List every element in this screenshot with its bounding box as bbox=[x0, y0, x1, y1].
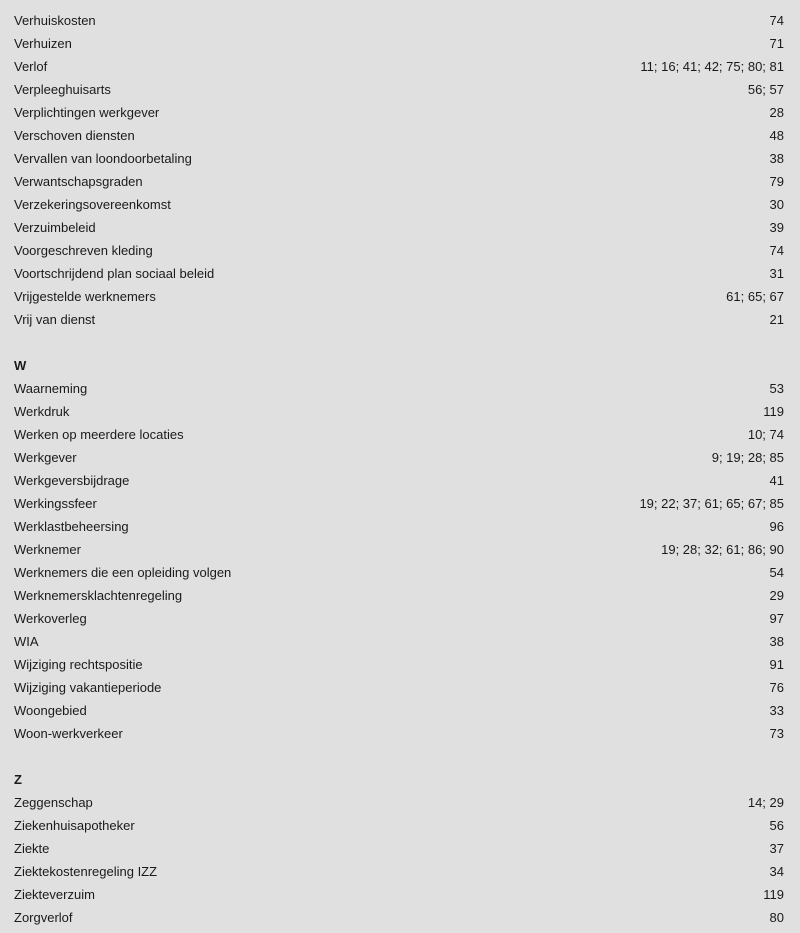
index-term: Zeggenschap bbox=[14, 795, 93, 810]
index-entry bbox=[14, 55, 784, 78]
index-page-numbers: 19; 22; 37; 61; 65; 67; 85 bbox=[639, 496, 784, 511]
index-page-numbers: 39 bbox=[769, 220, 784, 235]
index-page-numbers: 19; 28; 32; 61; 86; 90 bbox=[661, 542, 784, 557]
index-term: Werklastbeheersing bbox=[14, 519, 129, 534]
index-entry bbox=[14, 377, 784, 400]
index-term: Vrij van dienst bbox=[14, 312, 96, 327]
index-entry bbox=[14, 101, 784, 124]
index-entry bbox=[14, 906, 784, 929]
index-entry bbox=[14, 630, 784, 653]
index-page-numbers: 119 bbox=[763, 887, 784, 902]
index-entry bbox=[14, 239, 784, 262]
index-term: WIA bbox=[14, 634, 39, 649]
index-entry bbox=[14, 653, 784, 676]
index-term: Verlof bbox=[14, 59, 48, 74]
index-entry bbox=[14, 170, 784, 193]
index-entry bbox=[14, 469, 784, 492]
index-page-numbers: 119 bbox=[763, 404, 784, 419]
index-term: Woongebied bbox=[14, 703, 87, 718]
index-entry bbox=[14, 538, 784, 561]
index-entry bbox=[14, 814, 784, 837]
index-term: Ziektekostenregeling IZZ bbox=[14, 864, 158, 879]
index-term: Werknemersklachtenregeling bbox=[14, 588, 183, 603]
index-page-numbers: 80 bbox=[769, 910, 784, 925]
index-term: Ziekte bbox=[14, 841, 50, 856]
index-page-numbers: 14; 29 bbox=[747, 795, 784, 810]
index-entry bbox=[14, 400, 784, 423]
section-gap bbox=[14, 745, 784, 768]
index-term: Wijziging rechtspositie bbox=[14, 657, 143, 672]
index-entry bbox=[14, 9, 784, 32]
index-page-numbers: 53 bbox=[769, 381, 784, 396]
index-page-numbers: 76 bbox=[769, 680, 784, 695]
index-term: Werknemers die een opleiding volgen bbox=[14, 565, 232, 580]
index-entry bbox=[14, 147, 784, 170]
index-entry bbox=[14, 883, 784, 906]
index-page-numbers: 79 bbox=[769, 174, 784, 189]
index-entry bbox=[14, 78, 784, 101]
index-entry bbox=[14, 446, 784, 469]
index-entry bbox=[14, 216, 784, 239]
index-entry bbox=[14, 515, 784, 538]
index-entry bbox=[14, 124, 784, 147]
index-entry bbox=[14, 32, 784, 55]
index-page-numbers: 41 bbox=[769, 473, 784, 488]
index-term: Ziekenhuisapotheker bbox=[14, 818, 135, 833]
index-page-numbers: 74 bbox=[769, 243, 784, 258]
index-page-numbers: 73 bbox=[769, 726, 784, 741]
index-page-numbers: 54 bbox=[769, 565, 784, 580]
index-page-numbers: 38 bbox=[769, 634, 784, 649]
index-term: Werknemer bbox=[14, 542, 81, 557]
index-entry bbox=[14, 561, 784, 584]
index-term: Voortschrijdend plan sociaal beleid bbox=[14, 266, 215, 281]
index-term: Verplichtingen werkgever bbox=[14, 105, 160, 120]
index-entry bbox=[14, 791, 784, 814]
index-page-numbers: 31 bbox=[769, 266, 784, 281]
index-entry bbox=[14, 676, 784, 699]
section-gap bbox=[14, 331, 784, 354]
index-page-numbers: 37 bbox=[769, 841, 784, 856]
index-entry bbox=[14, 423, 784, 446]
index-term: Waarneming bbox=[14, 381, 88, 396]
index-page-numbers: 48 bbox=[769, 128, 784, 143]
index-term: Werkdruk bbox=[14, 404, 70, 419]
index-entry bbox=[14, 837, 784, 860]
index-page-numbers: 28 bbox=[769, 105, 784, 120]
index-term: Werken op meerdere locaties bbox=[14, 427, 184, 442]
index-term: Verhuiskosten bbox=[14, 13, 96, 28]
index-entry bbox=[14, 193, 784, 216]
index-page-numbers: 33 bbox=[769, 703, 784, 718]
index-term: Verhuizen bbox=[14, 36, 72, 51]
index-page-numbers: 56 bbox=[769, 818, 784, 833]
index-term: Verzekeringsovereenkomst bbox=[14, 197, 171, 212]
index-term: Woon-werkverkeer bbox=[14, 726, 123, 741]
index-page-numbers: 30 bbox=[769, 197, 784, 212]
index-term: Werkgever bbox=[14, 450, 77, 465]
section-letter-w: W bbox=[14, 358, 27, 373]
index-term: Werkingssfeer bbox=[14, 496, 97, 511]
index-entry bbox=[14, 492, 784, 515]
index-term: Zorgverlof bbox=[14, 910, 73, 925]
index-term: Verschoven diensten bbox=[14, 128, 135, 143]
index-term: Verwantschapsgraden bbox=[14, 174, 143, 189]
index-term: Werkoverleg bbox=[14, 611, 87, 626]
index-entry bbox=[14, 584, 784, 607]
index-page-numbers: 56; 57 bbox=[747, 82, 784, 97]
section-letter-z: Z bbox=[14, 772, 22, 787]
index-term: Ziekteverzuim bbox=[14, 887, 95, 902]
index-page-numbers: 71 bbox=[769, 36, 784, 51]
index-page-numbers: 10; 74 bbox=[747, 427, 784, 442]
index-term: Verzuimbeleid bbox=[14, 220, 96, 235]
index-term: Voorgeschreven kleding bbox=[14, 243, 153, 258]
index-page-numbers: 74 bbox=[769, 13, 784, 28]
index-page-numbers: 91 bbox=[769, 657, 784, 672]
index-list bbox=[14, 9, 784, 929]
index-term: Vrijgestelde werknemers bbox=[14, 289, 156, 304]
index-entry bbox=[14, 722, 784, 745]
index-page-numbers: 29 bbox=[769, 588, 784, 603]
index-entry bbox=[14, 699, 784, 722]
index-section-z bbox=[14, 791, 784, 929]
index-term: Werkgeversbijdrage bbox=[14, 473, 130, 488]
index-page-numbers: 96 bbox=[769, 519, 784, 534]
index-term: Verpleeghuisarts bbox=[14, 82, 111, 97]
index-page-numbers: 9; 19; 28; 85 bbox=[711, 450, 784, 465]
index-page-numbers: 21 bbox=[769, 312, 784, 327]
index-section-v bbox=[14, 9, 784, 331]
index-entry bbox=[14, 308, 784, 331]
index-page-numbers: 11; 16; 41; 42; 75; 80; 81 bbox=[640, 59, 784, 74]
index-term: Vervallen van loondoorbetaling bbox=[14, 151, 192, 166]
index-entry bbox=[14, 262, 784, 285]
index-term: Wijziging vakantieperiode bbox=[14, 680, 162, 695]
index-page-numbers: 61; 65; 67 bbox=[726, 289, 784, 304]
index-section-w bbox=[14, 377, 784, 745]
index-entry bbox=[14, 285, 784, 308]
index-entry bbox=[14, 860, 784, 883]
index-page-numbers: 97 bbox=[769, 611, 784, 626]
index-page-numbers: 38 bbox=[769, 151, 784, 166]
index-page-numbers: 34 bbox=[769, 864, 784, 879]
index-entry bbox=[14, 607, 784, 630]
